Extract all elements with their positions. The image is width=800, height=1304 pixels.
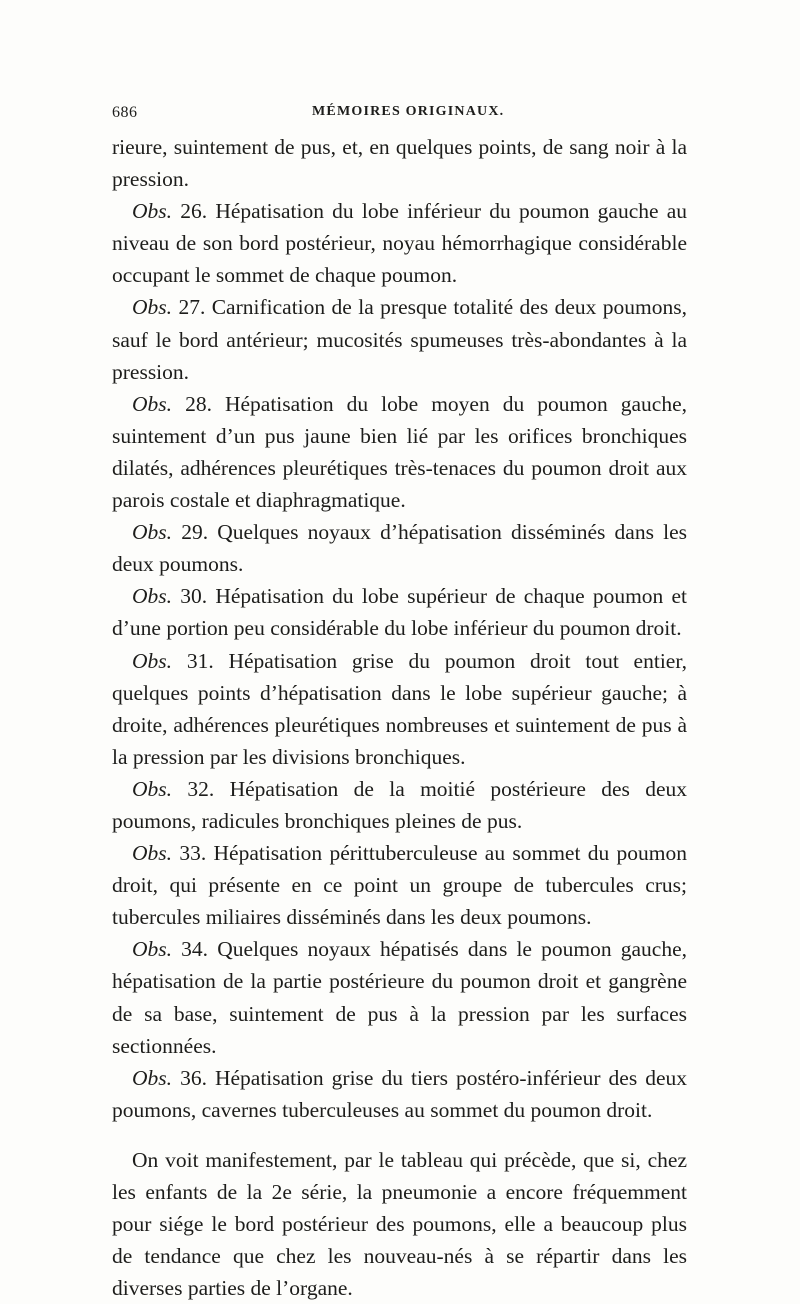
page-number: 686 <box>112 104 138 121</box>
obs-text: Hépatisation grise du poumon droit tout entier, quelques points d’hépatisation dans le lobe supérieur gauche; à droite, adhérences pleurétiques nombreuses et suintement de pus à la pression par les divisions bronchiques. <box>112 648 688 769</box>
observation-31 <box>112 645 687 773</box>
observation-26 <box>112 195 687 291</box>
obs-text: Carnification de la presque totalité des deux poumons, sauf le bord antérieur; mucosités spumeuses très-abondantes à la pression. <box>112 295 687 384</box>
observation-32 <box>112 773 687 837</box>
continuation-paragraph: rieure, suintement de pus, et, en quelques points, de sang noir à la pression. <box>112 135 687 192</box>
obs-label: Obs. <box>132 1065 173 1090</box>
obs-number: 33. <box>179 841 207 866</box>
running-title: MÉMOIRES ORIGINAUX. <box>312 104 505 119</box>
obs-number: 28. <box>185 391 212 416</box>
observation-27 <box>112 291 687 387</box>
observation-34 <box>112 933 687 1061</box>
obs-label: Obs. <box>132 391 173 416</box>
obs-label: Obs. <box>132 776 173 801</box>
obs-text: Hépatisation du lobe moyen du poumon gauche, suintement d’un pus jaune bien lié par les orifices bronchiques dilatés, adhérences pleurétiques très-tenaces du poumon droit aux parois costale et diaphragmatique. <box>112 391 688 513</box>
obs-text: Quelques noyaux hépatisés dans le poumon gauche, hépatisation de la partie postérieure du poumon droit et gangrène de sa base, suintement de pus à la pression par les surfaces sectionnées. <box>112 937 687 1058</box>
observation-30 <box>112 580 687 644</box>
obs-label: Obs. <box>132 841 173 866</box>
document-page <box>112 104 687 1304</box>
obs-number: 26. <box>180 199 208 224</box>
obs-text: Hépatisation grise du tiers postéro-inférieur des deux poumons, cavernes tuberculeuses au sommet du poumon droit. <box>112 1065 688 1122</box>
observation-29 <box>112 516 687 580</box>
obs-label: Obs. <box>132 520 173 545</box>
obs-number: 27. <box>178 295 206 320</box>
observation-28 <box>112 388 687 516</box>
obs-number: 30. <box>180 584 208 609</box>
obs-text: Hépatisation du lobe supérieur de chaque poumon et d’une portion peu considérable du lobe inférieur du poumon droit. <box>112 584 688 641</box>
obs-text: Hépatisation périttuberculeuse au sommet du poumon droit, qui présente en ce point un groupe de tubercules crus; tubercules miliaires disséminés dans les deux poumons. <box>112 841 688 930</box>
observation-33 <box>112 837 687 933</box>
obs-number: 32. <box>187 776 215 801</box>
obs-label: Obs. <box>132 295 173 320</box>
page-header <box>112 104 687 126</box>
obs-text: Hépatisation de la moitié postérieure des deux poumons, radicules bronchiques pleines de pus. <box>112 776 688 833</box>
obs-label: Obs. <box>132 199 173 224</box>
conclusion-paragraph: On voit manifestement, par le tableau qui précède, que si, chez les enfants de la 2e série, la pneumonie a encore fréquemment pour siége le bord postérieur des poumons, elle a beaucoup plus de tendance que chez les nouveau-nés à se répartir dans les diverses parties de l’organe. <box>112 1147 687 1301</box>
obs-number: 29. <box>181 520 209 545</box>
page-body <box>112 131 687 1304</box>
obs-number: 34. <box>181 937 209 962</box>
obs-label: Obs. <box>132 584 173 609</box>
obs-label: Obs. <box>132 937 173 962</box>
obs-text: Quelques noyaux d’hépatisation disséminés dans les deux poumons. <box>112 520 688 577</box>
obs-number: 36. <box>180 1065 207 1090</box>
obs-text: Hépatisation du lobe inférieur du poumon gauche au niveau de son bord postérieur, noyau hémorrhagique considérable occupant le sommet de chaque poumon. <box>112 199 688 288</box>
obs-label: Obs. <box>132 648 173 673</box>
observation-36 <box>112 1062 687 1126</box>
obs-number: 31. <box>186 648 214 673</box>
